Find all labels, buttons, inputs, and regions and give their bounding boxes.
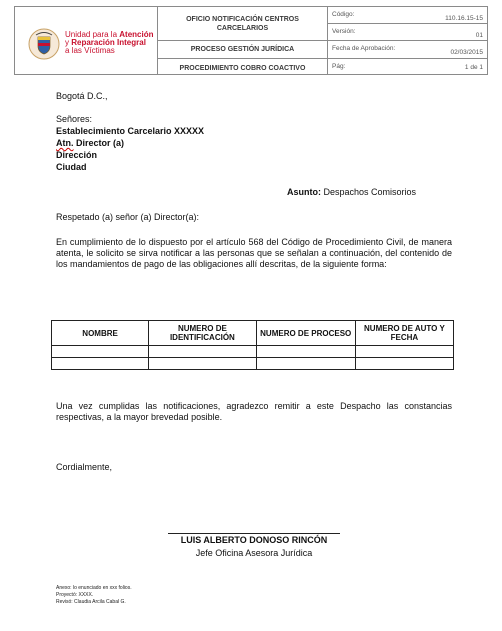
column-header-auto: NUMERO DE AUTO Y FECHA (355, 321, 453, 346)
subject-label: Asunto: (287, 187, 321, 197)
logo-wordmark: Unidad para la Atención y Reparación Integral a las Víctimas (65, 30, 154, 55)
addressee-city: Ciudad (56, 162, 87, 172)
table-cell (52, 346, 149, 358)
version-label: Versión: (332, 28, 356, 35)
body-paragraph-2: Una vez cumplidas las notificaciones, agradezco remitir a este Despacho las constancias respectivas, a la mayor brevedad posible. (56, 401, 452, 422)
logo-cell (15, 7, 158, 74)
table-cell (256, 358, 355, 370)
page-value: 1 de 1 (464, 64, 483, 71)
table-row (52, 358, 454, 370)
footer-annex: Anexo: lo enunciado en xxx folios. (56, 585, 132, 591)
version-value: 01 (475, 32, 483, 39)
greeting: Respetado (a) señor (a) Director(a): (56, 212, 200, 222)
notification-table (51, 320, 454, 370)
header-title-cell (158, 7, 328, 74)
signer-name: LUIS ALBERTO DONOSO RINCÓN (180, 535, 328, 545)
approval-date-label: Fecha de Aprobación: (332, 45, 396, 52)
table-cell (355, 346, 453, 358)
table-header-row (52, 321, 454, 346)
signer-title: Jefe Oficina Asesora Jurídica (195, 548, 313, 558)
page-label: Pág: (332, 63, 346, 70)
addressee-attention: Atn. Director (a) (56, 138, 125, 148)
addressee-institution: Establecimiento Carcelario XXXXX (56, 126, 205, 136)
place-date: Bogotá D.C., (56, 91, 108, 101)
footer-prepared-by: Proyectó: XXXX. (56, 592, 94, 598)
addressee-address: Dirección (56, 150, 98, 160)
table-cell (149, 358, 256, 370)
column-header-name: NOMBRE (52, 321, 149, 346)
process-name: PROCESO GESTIÓN JURÍDICA (158, 41, 327, 59)
page-row (328, 59, 487, 74)
table-cell (355, 358, 453, 370)
body-paragraph-1: En cumplimiento de lo dispuesto por el artículo 568 del Código de Procedimiento Civil, de manera atenta, le solicito se sirva notificar a las personas que se señalan a continuación, del contenido de los mandamientos de pago de las obligaciones allí descritas, de la siguiente forma: (56, 237, 452, 269)
column-header-id: NUMERO DE IDENTIFICACIÓN (149, 321, 256, 346)
approval-date-value: 02/03/2015 (450, 49, 483, 56)
header-meta-cell (328, 7, 487, 74)
footer-reviewed-by: Revisó: Claudia Arcila Cabal G. (56, 599, 126, 605)
approval-date-row (328, 41, 487, 59)
document-title: OFICIO NOTIFICACIÓN CENTROS CARCELARIOS (158, 7, 327, 41)
subject-value: Despachos Comisorios (323, 187, 417, 197)
code-value: 110.16.15-15 (445, 15, 483, 22)
version-row (328, 24, 487, 41)
column-header-process: NUMERO DE PROCESO (256, 321, 355, 346)
table-row (52, 346, 454, 358)
table-cell (256, 346, 355, 358)
table-cell (52, 358, 149, 370)
subject-line (287, 187, 416, 198)
signature-line (168, 533, 340, 534)
spellcheck-word: Atn. (56, 138, 74, 148)
closing: Cordialmente, (56, 462, 113, 472)
code-label: Código: (332, 11, 355, 18)
procedure-name: PROCEDIMIENTO COBRO COACTIVO (179, 64, 306, 72)
table-cell (149, 346, 256, 358)
coat-of-arms-icon (27, 27, 61, 61)
code-row (328, 7, 487, 24)
salutation: Señores: (56, 114, 93, 124)
document-header (14, 6, 488, 75)
